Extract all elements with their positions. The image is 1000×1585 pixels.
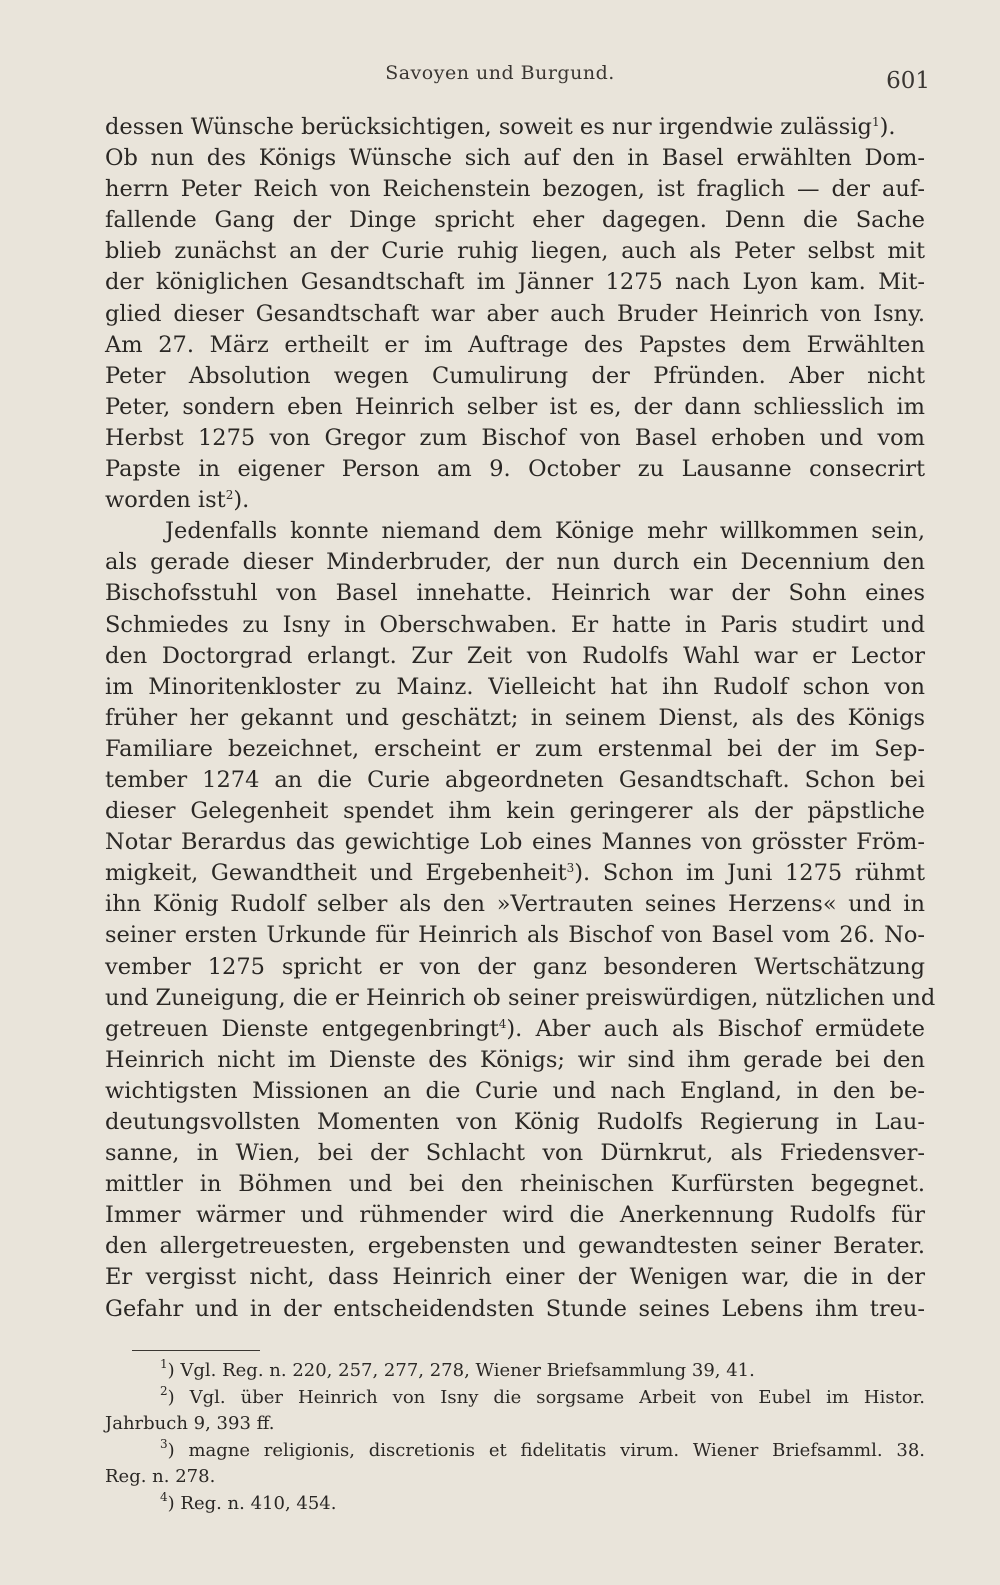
text-line: Am 27. März ertheilt er im Auftrage des Papstes dem Erwählten (105, 331, 925, 358)
running-title: Savoyen und Burgund. (385, 62, 615, 84)
text-line: glied dieser Gesandtschaft war aber auch Bruder Heinrich von Isny. (105, 300, 925, 327)
text-line: Schmiedes zu Isny in Oberschwaben. Er hatte in Paris studirt und (105, 611, 925, 638)
footnote-line: $^3$) magne religionis, discretionis et fidelitatis virum. Wiener Briefsamml. 38. (160, 1436, 925, 1461)
text-line: den Doctorgrad erlangt. Zur Zeit von Rudolfs Wahl war er Lector (105, 642, 925, 669)
text-line: Heinrich nicht im Dienste des Königs; wir sind ihm gerade bei den (105, 1046, 925, 1073)
text-line: den allergetreuesten, ergebensten und gewandtesten seiner Berater. (105, 1233, 925, 1260)
footnote-line: $^1$) Vgl. Reg. n. 220, 257, 277, 278, Wiener Briefsammlung 39, 41. (160, 1357, 755, 1381)
text-line: dieser Gelegenheit spendet ihm kein geringerer als der päpstliche (105, 798, 925, 825)
footnote-line: Reg. n. 278. (105, 1466, 216, 1487)
footnote-line: $^4$) Reg. n. 410, 454. (160, 1489, 337, 1514)
text-line: fallende Gang der Dinge spricht eher dagegen. Denn die Sache (105, 207, 925, 234)
text-line: herrn Peter Reich von Reichenstein bezogen, ist fraglich — der auf- (105, 176, 925, 203)
footnote-mark: 1 (160, 1357, 168, 1371)
text-line: deutungsvollsten Momenten von König Rudolfs Regierung in Lau- (105, 1109, 925, 1135)
footnote-line: Jahrbuch 9, 393 ff. (105, 1413, 275, 1434)
footnote-ref: 2 (225, 488, 234, 503)
text-line: Gefahr und in der entscheidendsten Stunde seines Lebens ihm treu- (105, 1295, 925, 1322)
footnote-mark: 2 (160, 1383, 168, 1398)
text-line: und Zuneigung, die er Heinrich ob seiner preiswürdigen, nützlichen und (105, 984, 936, 1011)
footnote-mark: 3 (160, 1436, 168, 1451)
text-line: Notar Berardus das gewichtige Lob eines Mannes von grösster Fröm- (105, 829, 925, 856)
text-line: vember 1275 spricht er von der ganz besonderen Wertschätzung (105, 953, 925, 980)
text-line: Er vergisst nicht, dass Heinrich einer der Wenigen war, die in der (105, 1264, 925, 1291)
text-line: Bischofsstuhl von Basel innehatte. Heinrich war der Sohn eines (105, 580, 925, 607)
text-line: Jedenfalls konnte niemand dem Könige mehr willkommen sein, (165, 518, 925, 545)
footnote-mark: 4 (160, 1489, 168, 1504)
footnote-ref: 1 (871, 115, 880, 129)
text-line: worden ist$^2$). (105, 487, 250, 514)
text-line: wichtigsten Missionen an die Curie und nach England, in den be- (105, 1077, 925, 1104)
text-line: Papste in eigener Person am 9. October zu Lausanne consecrirt (105, 456, 925, 483)
text-line: Peter Absolution wegen Cumulirung der Pfründen. Aber nicht (105, 362, 925, 389)
footnote-ref: 4 (498, 1016, 507, 1031)
text-line: als gerade dieser Minderbruder, der nun durch ein Decennium den (105, 549, 925, 576)
footnote-ref: 3 (566, 861, 575, 876)
text-line: getreuen Dienste entgegenbringt$^4$). Aber auch als Bischof ermüdete (105, 1015, 925, 1042)
text-line: ihn König Rudolf selber als den »Vertrauten seines Herzens« und in (105, 891, 925, 918)
text-line: Familiare bezeichnet, erscheint er zum erstenmal bei der im Sep- (105, 735, 925, 762)
text-line: tember 1274 an die Curie abgeordneten Gesandtschaft. Schon bei (105, 766, 925, 793)
footnote-line: $^2$) Vgl. über Heinrich von Isny die sorgsame Arbeit von Eubel im Histor. (160, 1383, 925, 1408)
text-line: dessen Wünsche berücksichtigen, soweit es nur irgendwie zulässig$^1$). (105, 114, 896, 140)
text-line: blieb zunächst an der Curie ruhig liegen, auch als Peter selbst mit (105, 238, 925, 265)
text-line: der königlichen Gesandtschaft im Jänner 1275 nach Lyon kam. Mit- (105, 269, 925, 296)
text-line: früher her gekannt und geschätzt; in seinem Dienst, als des Königs (105, 704, 925, 731)
main-text (105, 112, 936, 1325)
text-line: im Minoritenkloster zu Mainz. Vielleicht hat ihn Rudolf schon von (105, 673, 925, 700)
text-line: sanne, in Wien, bei der Schlacht von Dürnkrut, als Friedensver- (105, 1140, 925, 1167)
footnotes (105, 1358, 925, 1517)
text-line: migkeit, Gewandtheit und Ergebenheit$^3$). Schon im Juni 1275 rühmt (105, 860, 925, 887)
text-line: Herbst 1275 von Gregor zum Bischof von Basel erhoben und vom (105, 424, 925, 451)
footnote-rule (132, 1350, 260, 1351)
text-line: seiner ersten Urkunde für Heinrich als Bischof von Basel vom 26. No- (105, 922, 925, 949)
text-line: mittler in Böhmen und bei den rheinischen Kurfürsten begegnet. (105, 1171, 925, 1198)
text-line: Immer wärmer und rühmender wird die Anerkennung Rudolfs für (105, 1202, 925, 1229)
page-number: 601 (886, 68, 930, 94)
text-line: Ob nun des Königs Wünsche sich auf den in Basel erwählten Dom- (105, 145, 925, 172)
text-line: Peter, sondern eben Heinrich selber ist es, der dann schliesslich im (105, 393, 925, 420)
